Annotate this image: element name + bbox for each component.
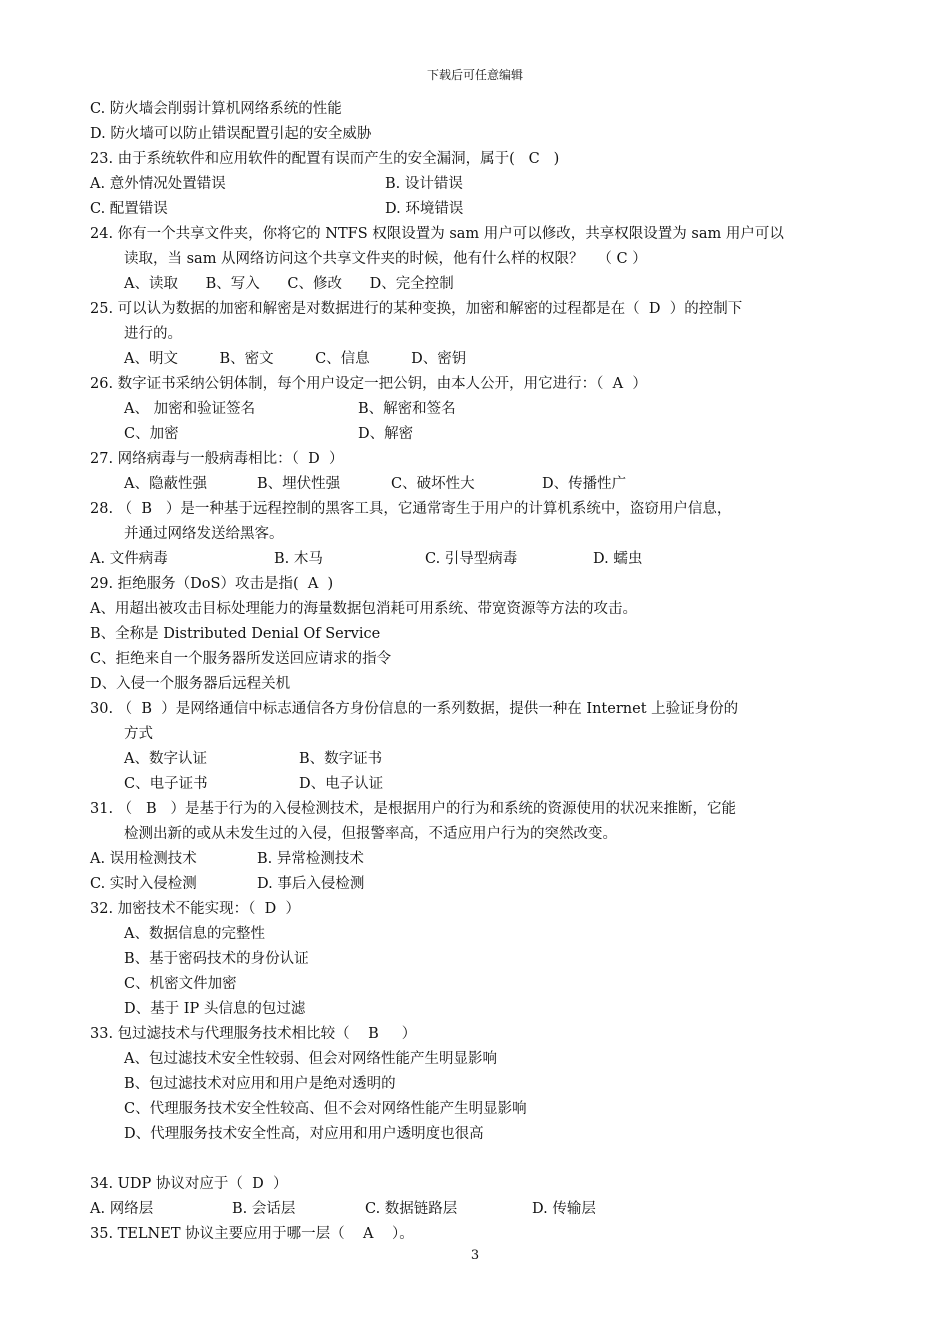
text-line: 23. 由于系统软件和应用软件的配置有误而产生的安全漏洞，属于( C )	[90, 151, 560, 167]
text-line: 30. （ B ）是网络通信中标志通信各方身份信息的一系列数据，提供一种在 Internet 上验证身份的	[90, 701, 739, 717]
text-line: 33. 包过滤技术与代理服务技术相比较（ B ）	[90, 1026, 417, 1042]
text-line: 进行的。	[124, 326, 182, 342]
option-text: B. 木马	[274, 551, 323, 567]
text-line: D、基于 IP 头信息的包过滤	[124, 1001, 306, 1017]
document-body	[90, 97, 870, 1247]
option-row	[90, 397, 870, 422]
option-text: A. 文件病毒	[90, 551, 168, 567]
option-text: C、加密	[124, 426, 179, 442]
option-text: C. 配置错误	[90, 201, 168, 217]
text-line: 27. 网络病毒与一般病毒相比：（ D ）	[90, 451, 344, 467]
option-text: B、解密和签名	[358, 401, 456, 417]
text-line: 25. 可以认为数据的加密和解密是对数据进行的某种变换，加密和解密的过程都是在（ D ）的控制下	[90, 301, 743, 317]
text-line: D、代理服务技术安全性高，对应用和用户透明度也很高	[124, 1126, 484, 1142]
option-text: C、破坏性大	[391, 476, 475, 492]
option-row	[90, 1197, 870, 1222]
text-line: B、包过滤技术对应用和用户是绝对透明的	[124, 1076, 396, 1092]
option-row	[90, 747, 870, 772]
text-line: 方式	[124, 726, 153, 742]
option-text: A、 加密和验证签名	[124, 401, 256, 417]
option-text: A、数字认证	[124, 751, 207, 767]
option-text: B、数字证书	[299, 751, 383, 767]
text-line: D. 防火墙可以防止错误配置引起的安全威胁	[90, 126, 372, 142]
option-text: D、解密	[358, 426, 414, 442]
option-row	[90, 197, 870, 222]
option-text: B. 设计错误	[385, 176, 463, 192]
option-row	[90, 772, 870, 797]
option-text: D、传播性广	[542, 476, 627, 492]
option-text: A. 误用检测技术	[90, 851, 197, 867]
text-line: B、全称是 Distributed Denial Of Service	[90, 626, 381, 642]
option-row	[90, 872, 870, 897]
text-line: A、用超出被攻击目标处理能力的海量数据包消耗可用系统、带宽资源等方法的攻击。	[90, 601, 637, 617]
option-row	[90, 422, 870, 447]
text-line: A、包过滤技术安全性较弱、但会对网络性能产生明显影响	[124, 1051, 497, 1067]
page-header: 下载后可任意编辑	[426, 68, 523, 82]
option-text: B. 会话层	[232, 1201, 296, 1217]
text-line: D、入侵一个服务器后远程关机	[90, 676, 291, 692]
text-line: 28. （ B ）是一种基于远程控制的黑客工具，它通常寄生于用户的计算机系统中，盗窃用户信息，	[90, 501, 732, 517]
text-line: 读取，当 sam 从网络访问这个共享文件夹的时候，他有什么样的权限？ （ C ）	[124, 251, 647, 267]
text-line: 29. 拒绝服务（DoS）攻击是指( A )	[90, 576, 334, 592]
option-text: C、电子证书	[124, 776, 208, 792]
text-line: 32. 加密技术不能实现：（ D ）	[90, 901, 300, 917]
text-line: C、拒绝来自一个服务器所发送回应请求的指令	[90, 651, 392, 667]
text-line: 34. UDP 协议对应于（ D ）	[90, 1176, 288, 1192]
option-text: D. 传输层	[532, 1201, 596, 1217]
option-text: D、电子认证	[299, 776, 384, 792]
text-line: 检测出新的或从未发生过的入侵，但报警率高，不适应用户行为的突然改变。	[124, 826, 617, 842]
text-line: A、读取 B、写入 C、修改 D、完全控制	[124, 276, 454, 292]
option-text: B、埋伏性强	[257, 476, 341, 492]
text-line: A、明文 B、密文 C、信息 D、密钥	[124, 351, 467, 367]
page-number: 3	[470, 1248, 480, 1263]
text-line: C、代理服务技术安全性较高、但不会对网络性能产生明显影响	[124, 1101, 527, 1117]
text-line: 24. 你有一个共享文件夹，你将它的 NTFS 权限设置为 sam 用户可以修改，共享权限设置为 sam 用户可以	[90, 226, 784, 242]
option-text: A、隐蔽性强	[124, 476, 207, 492]
text-line: 并通过网络发送给黑客。	[124, 526, 284, 542]
option-text: C. 引导型病毒	[425, 551, 518, 567]
text-line: 26. 数字证书采纳公钥体制，每个用户设定一把公钥，由本人公开，用它进行：（ A ）	[90, 376, 647, 392]
text-line: A、数据信息的完整性	[124, 926, 265, 942]
text-line: 31. （ B ）是基于行为的入侵检测技术，是根据用户的行为和系统的资源使用的状况来推断，它能	[90, 801, 736, 817]
option-text: A. 意外情况处置错误	[90, 176, 226, 192]
text-line: 35. TELNET 协议主要应用于哪一层（ A ）。	[90, 1226, 414, 1242]
option-text: D. 事后入侵检测	[257, 876, 365, 892]
option-row	[90, 172, 870, 197]
option-row	[90, 847, 870, 872]
option-text: B. 异常检测技术	[257, 851, 364, 867]
option-text: D. 环境错误	[385, 201, 464, 217]
option-text: A. 网络层	[90, 1201, 154, 1217]
option-text: C. 数据链路层	[365, 1201, 458, 1217]
text-line: C、机密文件加密	[124, 976, 237, 992]
text-line: B、基于密码技术的身份认证	[124, 951, 309, 967]
option-text: D. 蠕虫	[593, 551, 643, 567]
option-row	[90, 472, 870, 497]
text-line: C. 防火墙会削弱计算机网络系统的性能	[90, 101, 342, 117]
blank-line	[90, 1147, 870, 1172]
option-text: C. 实时入侵检测	[90, 876, 197, 892]
option-row	[90, 547, 870, 572]
